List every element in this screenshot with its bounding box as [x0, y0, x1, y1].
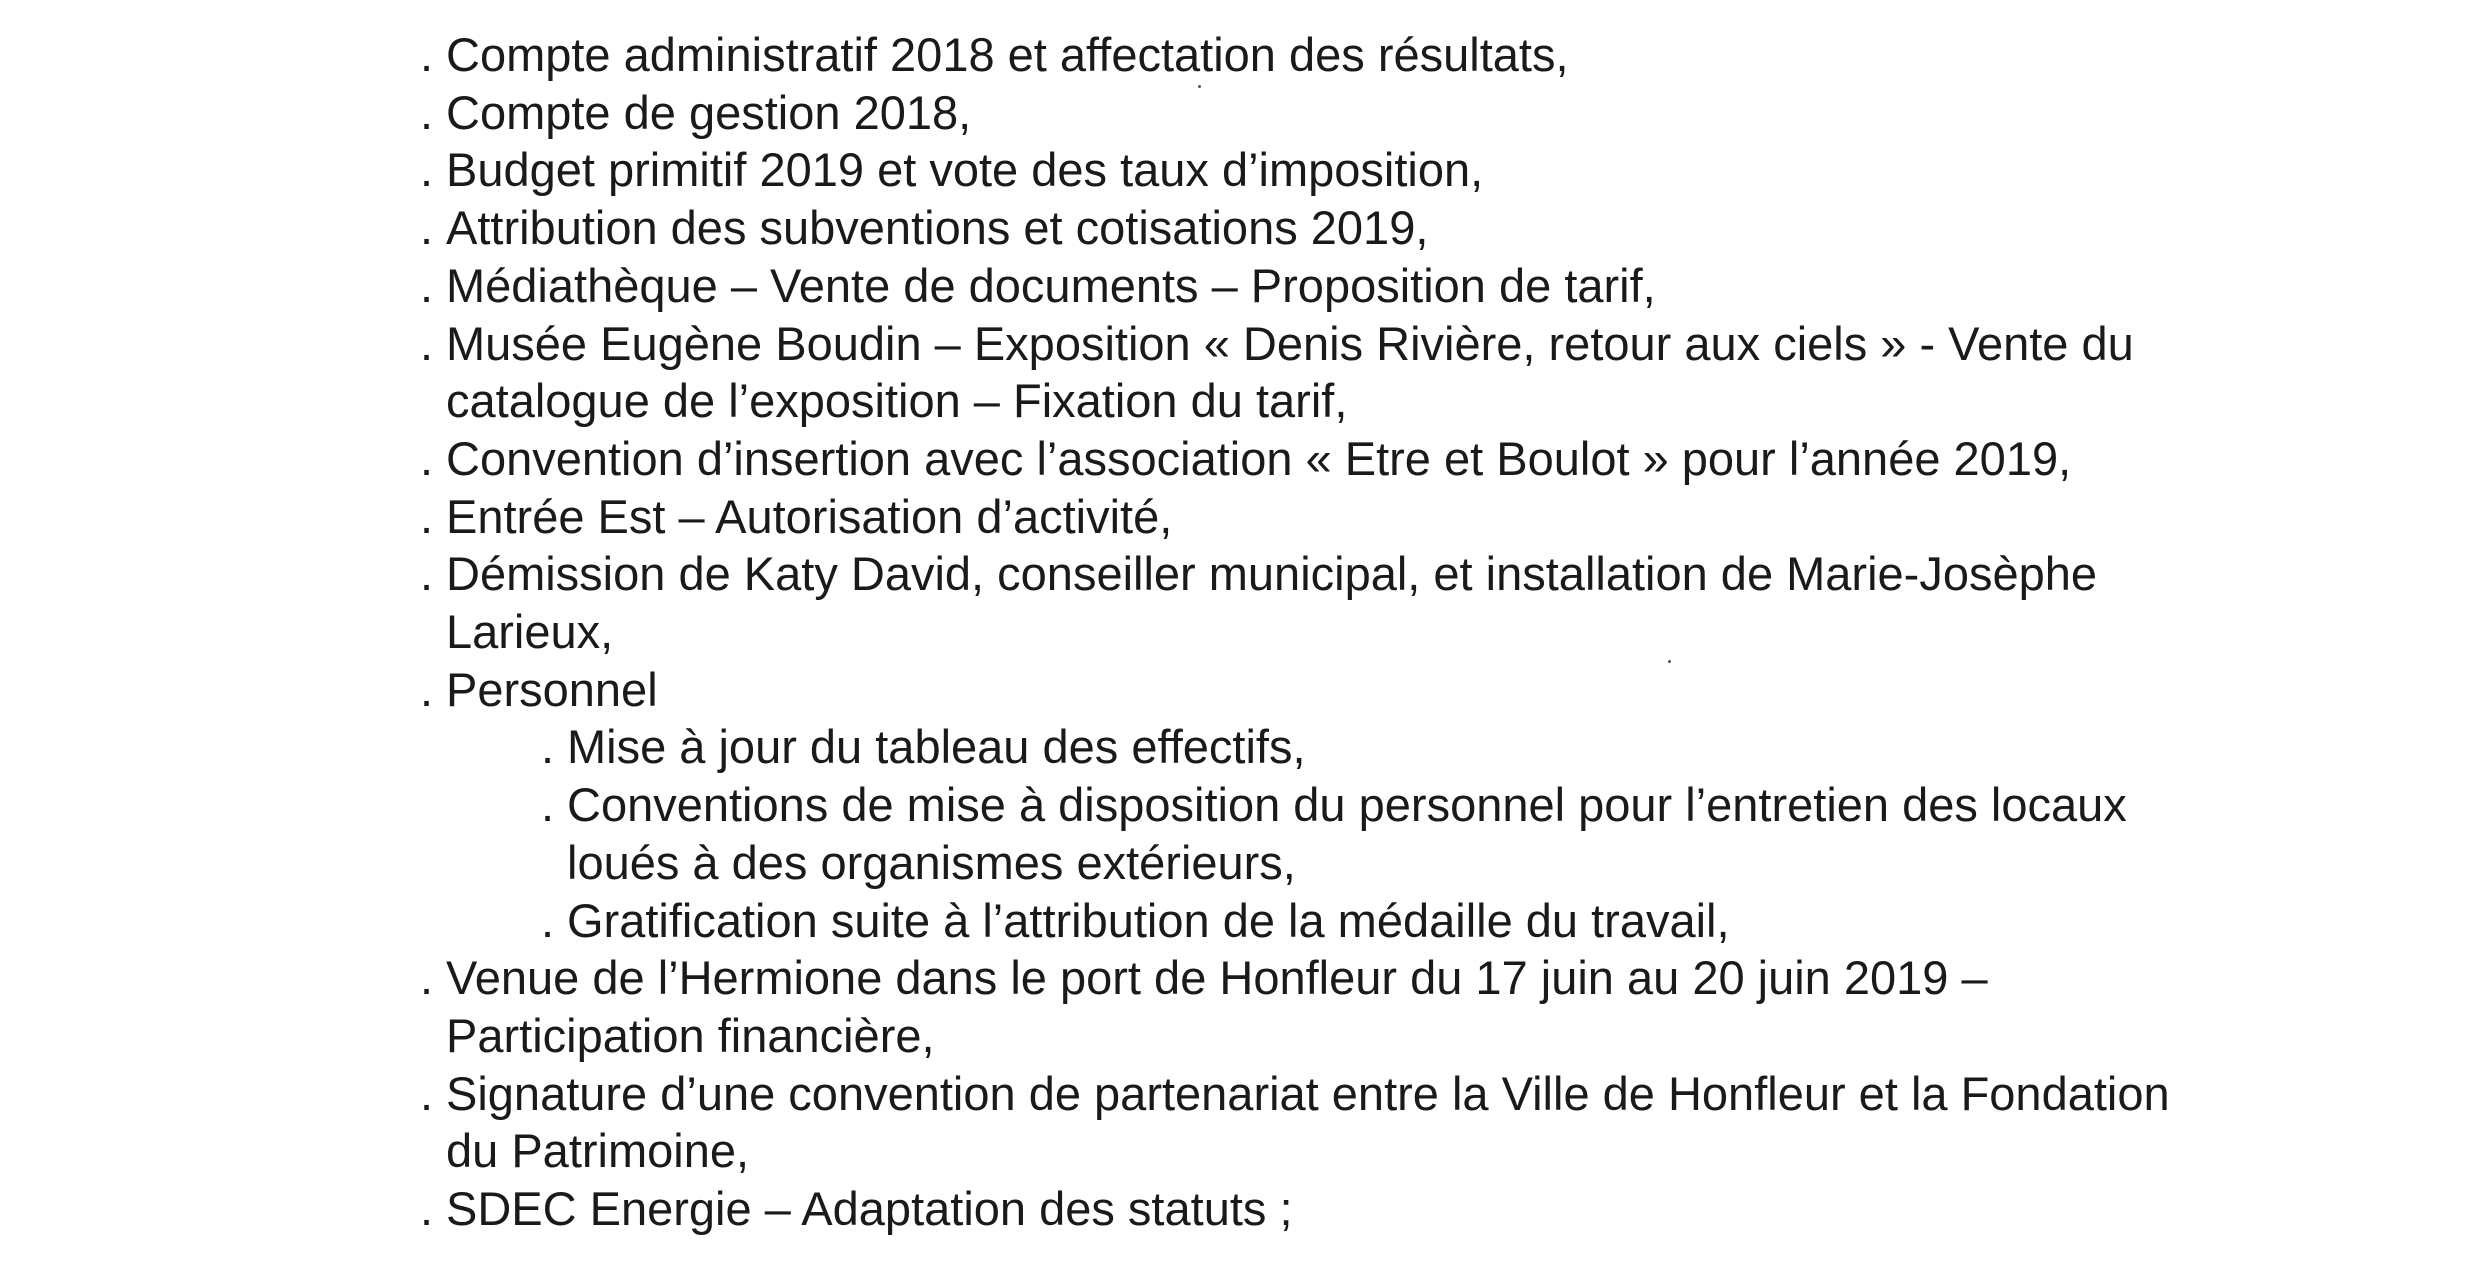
item-text: Budget primitif 2019 et vote des taux d’imposition, [446, 143, 1484, 197]
agenda-item-demission [400, 545, 2350, 660]
agenda-item-sdec-energie [400, 1180, 2350, 1238]
agenda-item-compte-administratif [400, 26, 2350, 84]
bullet: . [420, 28, 434, 81]
item-text: Personnel [446, 662, 658, 716]
item-text: Compte de gestion 2018, [446, 85, 972, 139]
item-text-line-1: Musée Eugène Boudin – Exposition « Denis Rivière, retour aux ciels » - Vente du [446, 316, 2134, 370]
item-text-line-1: Signature d’une convention de partenariat entre la Ville de Honfleur et la Fondation [446, 1066, 2170, 1120]
bullet: . [420, 547, 434, 601]
item-text-line-2: loués à des organismes extérieurs, [567, 835, 1296, 889]
item-text: Convention d’insertion avec l’association « Etre et Boulot » pour l’année 2019, [446, 431, 2072, 485]
bullet: . [420, 431, 434, 485]
agenda-item-convention-insertion [400, 430, 2350, 488]
item-text: Entrée Est – Autorisation d’activité, [446, 489, 1173, 543]
scan-speck [1668, 660, 1671, 663]
item-text: Compte administratif 2018 et affectation des résultats, [446, 28, 1569, 81]
subitem-tableau-effectifs [400, 718, 2350, 776]
bullet: . [420, 143, 434, 197]
agenda-item-personnel [400, 661, 2350, 719]
bullet: . [420, 489, 434, 543]
item-text-line-2: Larieux, [446, 605, 614, 659]
bullet: . [420, 201, 434, 255]
agenda-item-entree-est [400, 488, 2350, 546]
personnel-sublist-wrapper [400, 718, 2350, 949]
personnel-sublist [400, 718, 2350, 949]
agenda-item-musee-boudin [400, 315, 2350, 430]
scan-speck [1198, 85, 1201, 88]
item-text: Mise à jour du tableau des effectifs, [567, 720, 1306, 774]
bullet: . [420, 662, 434, 716]
agenda-item-subventions [400, 199, 2350, 257]
item-text: Attribution des subventions et cotisations 2019, [446, 201, 1429, 255]
item-text: SDEC Energie – Adaptation des statuts ; [446, 1182, 1293, 1236]
item-text-line-1: Démission de Katy David, conseiller municipal, et installation de Marie-Josèphe [446, 547, 2098, 601]
bullet: . [420, 316, 434, 370]
item-text-line-2: catalogue de l’exposition – Fixation du tarif, [446, 374, 1348, 428]
bullet: . [420, 85, 434, 139]
bullet: . [541, 893, 555, 947]
bullet: . [420, 1066, 434, 1120]
bullet: . [541, 720, 555, 774]
agenda-item-budget-primitif [400, 141, 2350, 199]
bullet: . [420, 951, 434, 1005]
bullet: . [420, 258, 434, 312]
item-text: Médiathèque – Vente de documents – Proposition de tarif, [446, 258, 1656, 312]
subitem-conventions-mise-disposition [400, 776, 2350, 891]
agenda-item-fondation-patrimoine [400, 1065, 2350, 1180]
subitem-gratification [400, 892, 2350, 950]
agenda-item-compte-gestion [400, 84, 2350, 142]
item-text-line-1: Venue de l’Hermione dans le port de Honfleur du 17 juin au 20 juin 2019 – [446, 951, 1988, 1005]
bullet: . [420, 1182, 434, 1236]
item-text-line-1: Conventions de mise à disposition du personnel pour l’entretien des locaux [567, 778, 2127, 832]
agenda-list [400, 26, 2350, 1238]
item-text-line-2: Participation financière, [446, 1008, 935, 1062]
item-text: Gratification suite à l’attribution de la médaille du travail, [567, 893, 1730, 947]
bullet: . [541, 778, 555, 832]
item-text-line-2: du Patrimoine, [446, 1124, 750, 1178]
agenda-item-hermione [400, 949, 2350, 1064]
agenda-item-mediatheque [400, 257, 2350, 315]
